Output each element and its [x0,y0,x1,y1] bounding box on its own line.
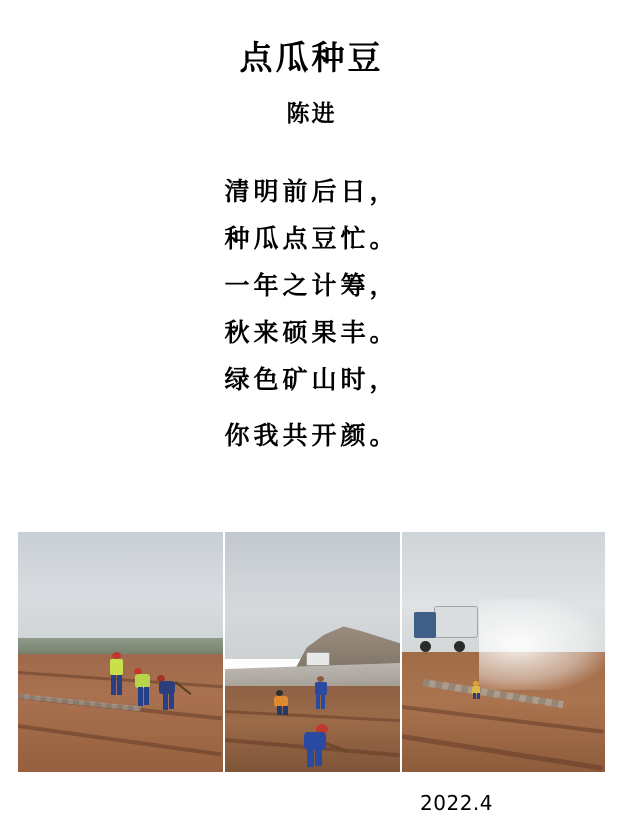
worker-figure [313,676,329,710]
worker-figure [157,671,179,711]
photo-workers-planting [18,532,223,772]
worker-figure [471,681,481,699]
distant-vehicle [306,652,330,666]
worker-figure [108,652,126,698]
poem-line: 种瓜点豆忙。 [224,226,399,254]
poem-line: 绿色矿山时， [224,367,399,395]
water-mist [479,599,605,690]
page-title: 点瓜种豆 [239,38,384,77]
truck-tank [434,606,478,638]
document-page [0,38,623,835]
poem-body [0,169,623,460]
poem-line: 一年之计筹， [224,273,399,301]
sky-region [18,532,223,647]
poem-line: 秋来硕果丰。 [224,320,399,348]
photo-strip [18,532,605,772]
truck-cab [414,612,436,638]
document-date: 2022.4 [420,791,493,815]
water-truck [414,604,476,648]
photo-roadside-quarry [225,532,400,772]
worker-figure [274,690,292,716]
worker-figure [133,666,153,708]
poem-line: 清明前后日， [224,179,399,207]
poem-line: 你我共开颜。 [224,423,399,451]
worker-figure [302,724,332,768]
author-signature: 陈进 [286,100,337,126]
photo-water-truck [402,532,605,772]
